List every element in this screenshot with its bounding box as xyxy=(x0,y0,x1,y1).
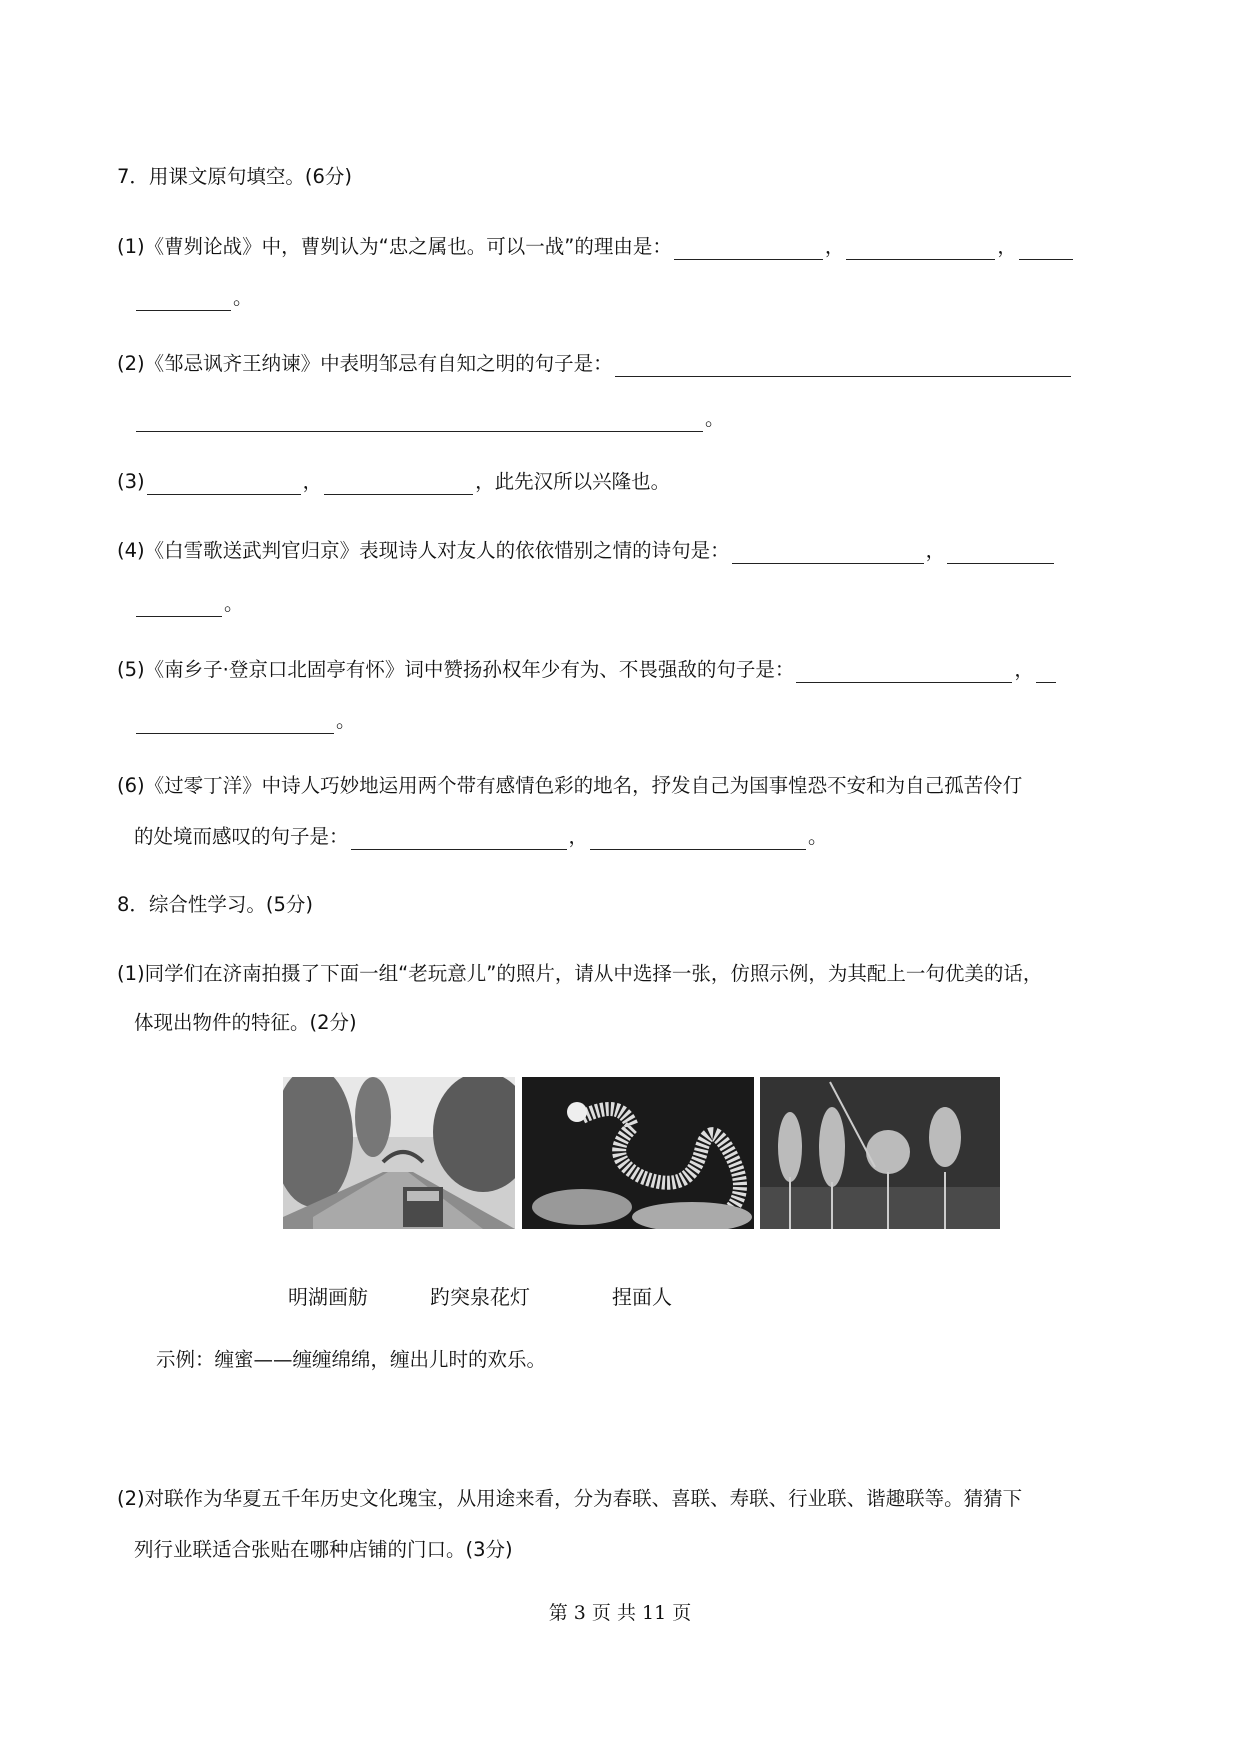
caption-dough-figurines: 捏面人 xyxy=(612,1285,672,1309)
answer-blank[interactable] xyxy=(1019,239,1073,260)
q8-title: 8．综合性学习。(5分) xyxy=(117,893,314,916)
separator: ， xyxy=(824,235,845,258)
q7-item-2-text: (2)《邹忌讽齐王纳谏》中表明邹忌有自知之明的句子是： xyxy=(117,352,613,375)
q7-item-2 xyxy=(117,351,1073,377)
separator: ， xyxy=(997,235,1017,258)
q7-title: 7．用课文原句填空。(6分) xyxy=(117,165,353,188)
q8-item-1-cont: 体现出物件的特征。(2分) xyxy=(134,1011,357,1034)
caption-mingfu-boat: 明湖画舫 xyxy=(288,1285,368,1309)
q7-item-3-prefix: (3) xyxy=(117,470,145,493)
answer-blank[interactable] xyxy=(732,543,924,564)
end-mark: 。 xyxy=(336,709,356,732)
q7-item-3 xyxy=(117,469,670,495)
example-text: 示例：缠蜜——缠缠绵绵，缠出儿时的欢乐。 xyxy=(156,1348,547,1371)
answer-blank[interactable] xyxy=(136,713,334,734)
answer-blank[interactable] xyxy=(947,543,1054,564)
photo-baotu-lantern xyxy=(522,1077,754,1229)
answer-blank[interactable] xyxy=(590,829,806,850)
photo-dough-figurines xyxy=(760,1077,1000,1229)
q7-item-2-cont xyxy=(134,406,725,432)
q7-item-6-text: (6)《过零丁洋》中诗人巧妙地运用两个带有感情色彩的地名，抒发自己为国事惶恐不安和为自己孤苦伶仃 xyxy=(117,774,1023,797)
answer-blank[interactable] xyxy=(136,411,703,432)
answer-blank[interactable] xyxy=(846,239,995,260)
caption-baotu-lantern: 趵突泉花灯 xyxy=(430,1285,530,1309)
q7-item-1-cont xyxy=(134,285,253,311)
end-mark: 。 xyxy=(224,592,244,615)
end-mark: 。 xyxy=(705,407,725,430)
page-footer: 第 3 页 共 11 页 xyxy=(548,1602,692,1624)
separator: ， xyxy=(925,539,946,562)
q7-item-5-cont xyxy=(134,708,356,734)
answer-blank[interactable] xyxy=(615,356,1071,377)
q7-item-3-text: ，此先汉所以兴隆也。 xyxy=(475,470,671,493)
answer-blank[interactable] xyxy=(136,290,231,311)
answer-blank[interactable] xyxy=(136,596,222,617)
end-mark: 。 xyxy=(808,825,828,848)
answer-blank[interactable] xyxy=(674,239,823,260)
q7-item-6 xyxy=(117,773,1022,799)
q7-item-1-text: (1)《曹刿论战》中，曹刿认为“忠之属也。可以一战”的理由是： xyxy=(117,235,672,258)
q7-item-5-text: (5)《南乡子·登京口北固亭有怀》词中赞扬孙权年少有为、不畏强敌的句子是： xyxy=(117,658,795,681)
answer-blank[interactable] xyxy=(1036,662,1056,683)
q7-item-6-text2: 的处境而感叹的句子是： xyxy=(134,825,349,848)
end-mark: 。 xyxy=(233,286,253,309)
photo-mingfu-boat xyxy=(283,1077,515,1229)
answer-blank[interactable] xyxy=(796,662,1012,683)
q8-item-1: (1)同学们在济南拍摄了下面一组“老玩意儿”的照片，请从中选择一张，仿照示例，为其配上一句优美的话， xyxy=(117,962,1043,985)
separator: ， xyxy=(568,825,589,848)
q7-item-4-text: (4)《白雪歌送武判官归京》表现诗人对友人的依依惜别之情的诗句是： xyxy=(117,539,730,562)
q8-item-2-cont: 列行业联适合张贴在哪种店铺的门口。(3分) xyxy=(134,1538,513,1561)
q7-item-1 xyxy=(117,234,1075,260)
answer-blank[interactable] xyxy=(324,474,473,495)
answer-blank[interactable] xyxy=(351,829,567,850)
separator: ， xyxy=(1014,658,1034,681)
q7-item-5 xyxy=(117,657,1058,683)
q7-item-4-cont xyxy=(134,591,244,617)
separator: ， xyxy=(302,470,323,493)
q7-item-4 xyxy=(117,538,1056,564)
q8-item-2: (2)对联作为华夏五千年历史文化瑰宝，从用途来看，分为春联、喜联、寿联、行业联、谐趣联等。猜猜下 xyxy=(117,1487,1023,1510)
q7-item-6-cont xyxy=(134,824,828,850)
answer-blank[interactable] xyxy=(147,474,301,495)
